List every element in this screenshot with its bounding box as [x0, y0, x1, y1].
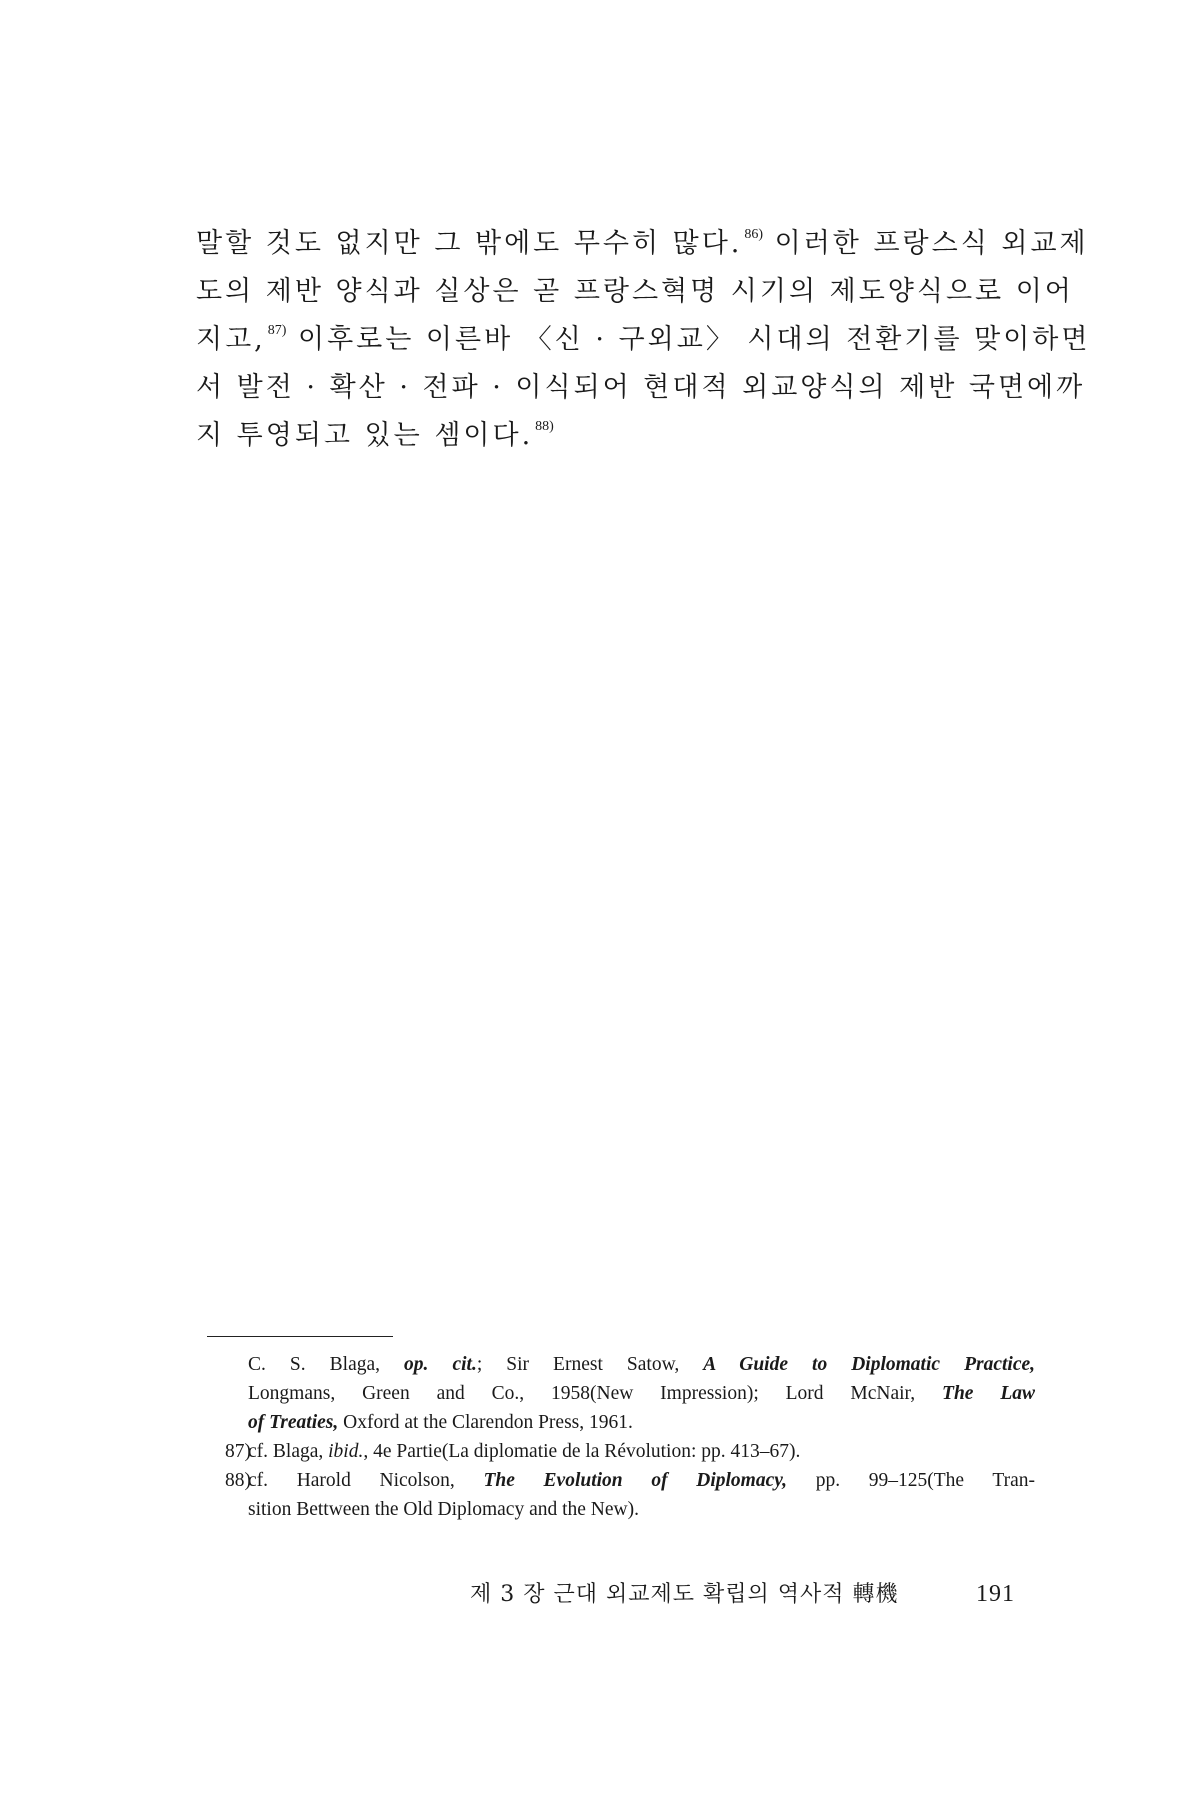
footnote-number: 88): [225, 1470, 251, 1491]
body-line-5: 지 투영되고 있는 셈이다. $^{88)}$: [196, 419, 554, 451]
footnote-86-continuation: C. S. Blaga, op. cit.; Sir Ernest Satow, A Guide to Diplomatic Practice, Longmans, Green and Co., 1958(New Impression); Lord McNair, The Law of Treaties, Oxford at the Clarendon Press, 1961.: [248, 1354, 1036, 1433]
chapter-title: 제 3 장 근대 외교제도 확립의 역사적 轉機: [470, 1582, 899, 1607]
running-footer: [470, 1577, 1015, 1608]
footnote-separator: [207, 1336, 393, 1337]
footnote-ref-87: 87): [267, 323, 287, 338]
footnote-88: 88)cf. Harold Nicolson, The Evolution of Diplomacy, pp. 99–125(The Tran- sition Bettween the Old Diplomacy and the New).: [225, 1466, 1035, 1524]
body-line-2: 도의 제반 양식과 실상은 곧 프랑스혁명 시기의 제도양식으로 이어: [196, 276, 1074, 307]
body-line-3: 지고, $^{87)}$ 이후로는 이른바 〈신 · 구외교〉 시대의 전환기를 맞이하면: [196, 323, 1091, 355]
footnote-87: 87)cf. Blaga, ibid., 4e Partie(La diplomatie de la Révolution: pp. 413–67).: [225, 1437, 1035, 1466]
footnote-ref-88: 88): [535, 419, 554, 434]
page-number: 191: [976, 1581, 1015, 1607]
footnote-number: 87): [225, 1441, 251, 1462]
body-line-4: 서 발전 · 확산 · 전파 · 이식되어 현대적 외교양식의 제반 국면에까: [196, 372, 1086, 403]
body-line-1: 말할 것도 없지만 그 밖에도 무수히 많다. $^{86)}$ 이러한 프랑스식 외교제: [196, 227, 1089, 259]
footnote-ref-86: 86): [744, 227, 764, 242]
footnotes: [225, 1350, 1035, 1524]
body-paragraph: [196, 220, 1091, 460]
